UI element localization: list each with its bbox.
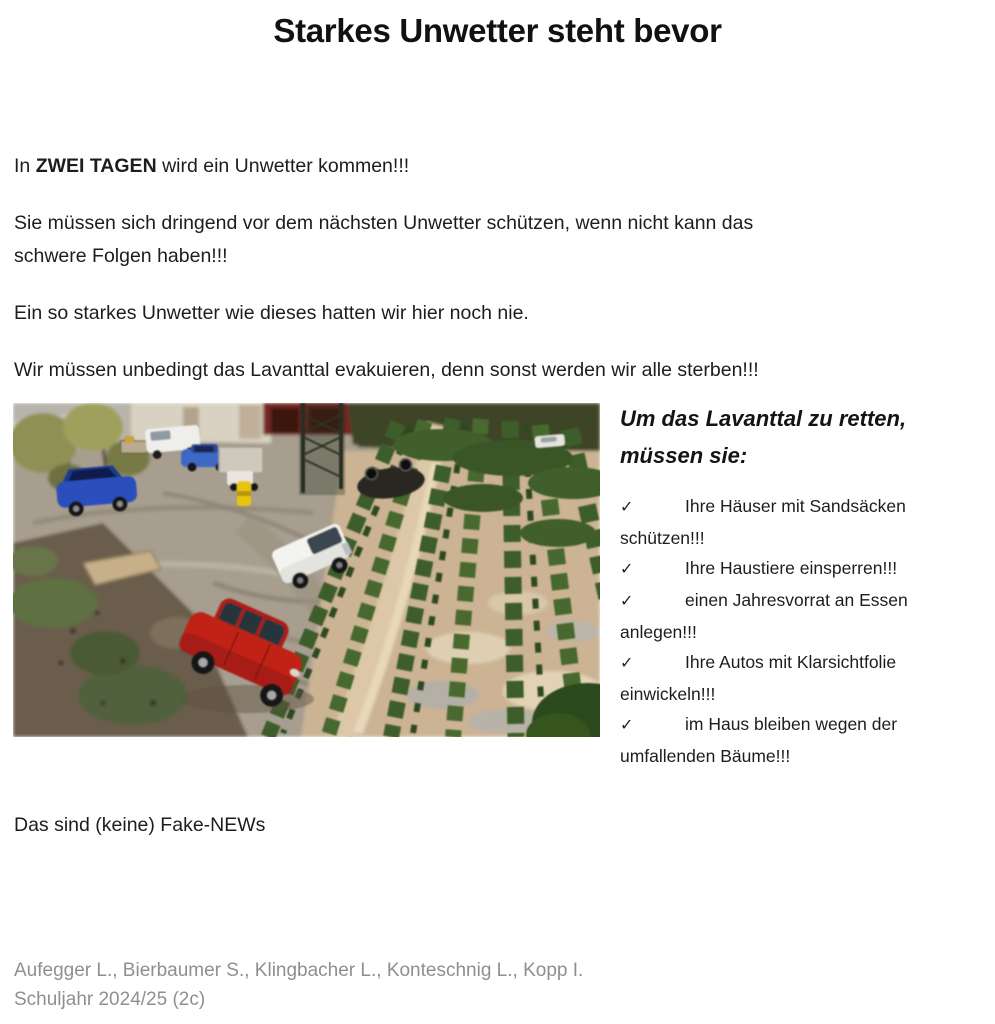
- checklist-item: [620, 553, 980, 585]
- flood-photo: [13, 403, 600, 737]
- checklist-item-text: einen Jahresvorrat an Essen anlegen!!!: [620, 590, 908, 642]
- intro-paragraphs: [14, 150, 974, 411]
- check-icon: ✓: [620, 717, 634, 734]
- bold-zwei-tagen: ZWEI TAGEN: [35, 155, 157, 177]
- page-title: Starkes Unwetter steht bevor: [273, 12, 722, 49]
- checklist-item: [620, 709, 980, 771]
- checklist-item-text: Ihre Haustiere einsperren!!!: [685, 558, 898, 578]
- checklist-item-text: Ihre Autos mit Klarsichtfolie einwickeln!!!: [620, 652, 897, 704]
- authors-line: Aufegger L., Bierbaumer S., Klingbacher L., Konteschnig L., Kopp I.: [14, 960, 584, 981]
- rescue-checklist: [620, 400, 980, 771]
- checklist-item: [620, 647, 980, 709]
- paragraph-protect: Sie müssen sich dringend vor dem nächsten Unwetter schützen, wenn nicht kann das schwere Folgen haben!!!: [14, 212, 754, 267]
- paragraph-warning: In ZWEI TAGEN wird ein Unwetter kommen!!!: [14, 155, 410, 177]
- check-icon: ✓: [620, 561, 634, 578]
- authors-footer: [14, 956, 583, 1014]
- paragraph-evacuate: Wir müssen unbedingt das Lavanttal evakuieren, denn sonst werden wir alle sterben!!!: [14, 359, 759, 381]
- checklist-heading: Um das Lavanttal zu retten, müssen sie:: [620, 406, 907, 468]
- fake-news-disclaimer: Das sind (keine) Fake-NEWs: [14, 814, 266, 836]
- check-icon: ✓: [620, 499, 634, 516]
- paragraph-never-before: Ein so starkes Unwetter wie dieses hatten wir hier noch nie.: [14, 302, 529, 324]
- checklist-item: [620, 491, 980, 553]
- check-icon: ✓: [620, 593, 634, 610]
- checklist-item-text: im Haus bleiben wegen der umfallenden Bäume!!!: [620, 714, 898, 766]
- checklist-item: [620, 585, 980, 647]
- flood-photo-illustration: [13, 403, 600, 737]
- checklist-item-text: Ihre Häuser mit Sandsäcken schützen!!!: [620, 496, 906, 548]
- check-icon: ✓: [620, 655, 634, 672]
- schoolyear-line: Schuljahr 2024/25 (2c): [14, 989, 206, 1010]
